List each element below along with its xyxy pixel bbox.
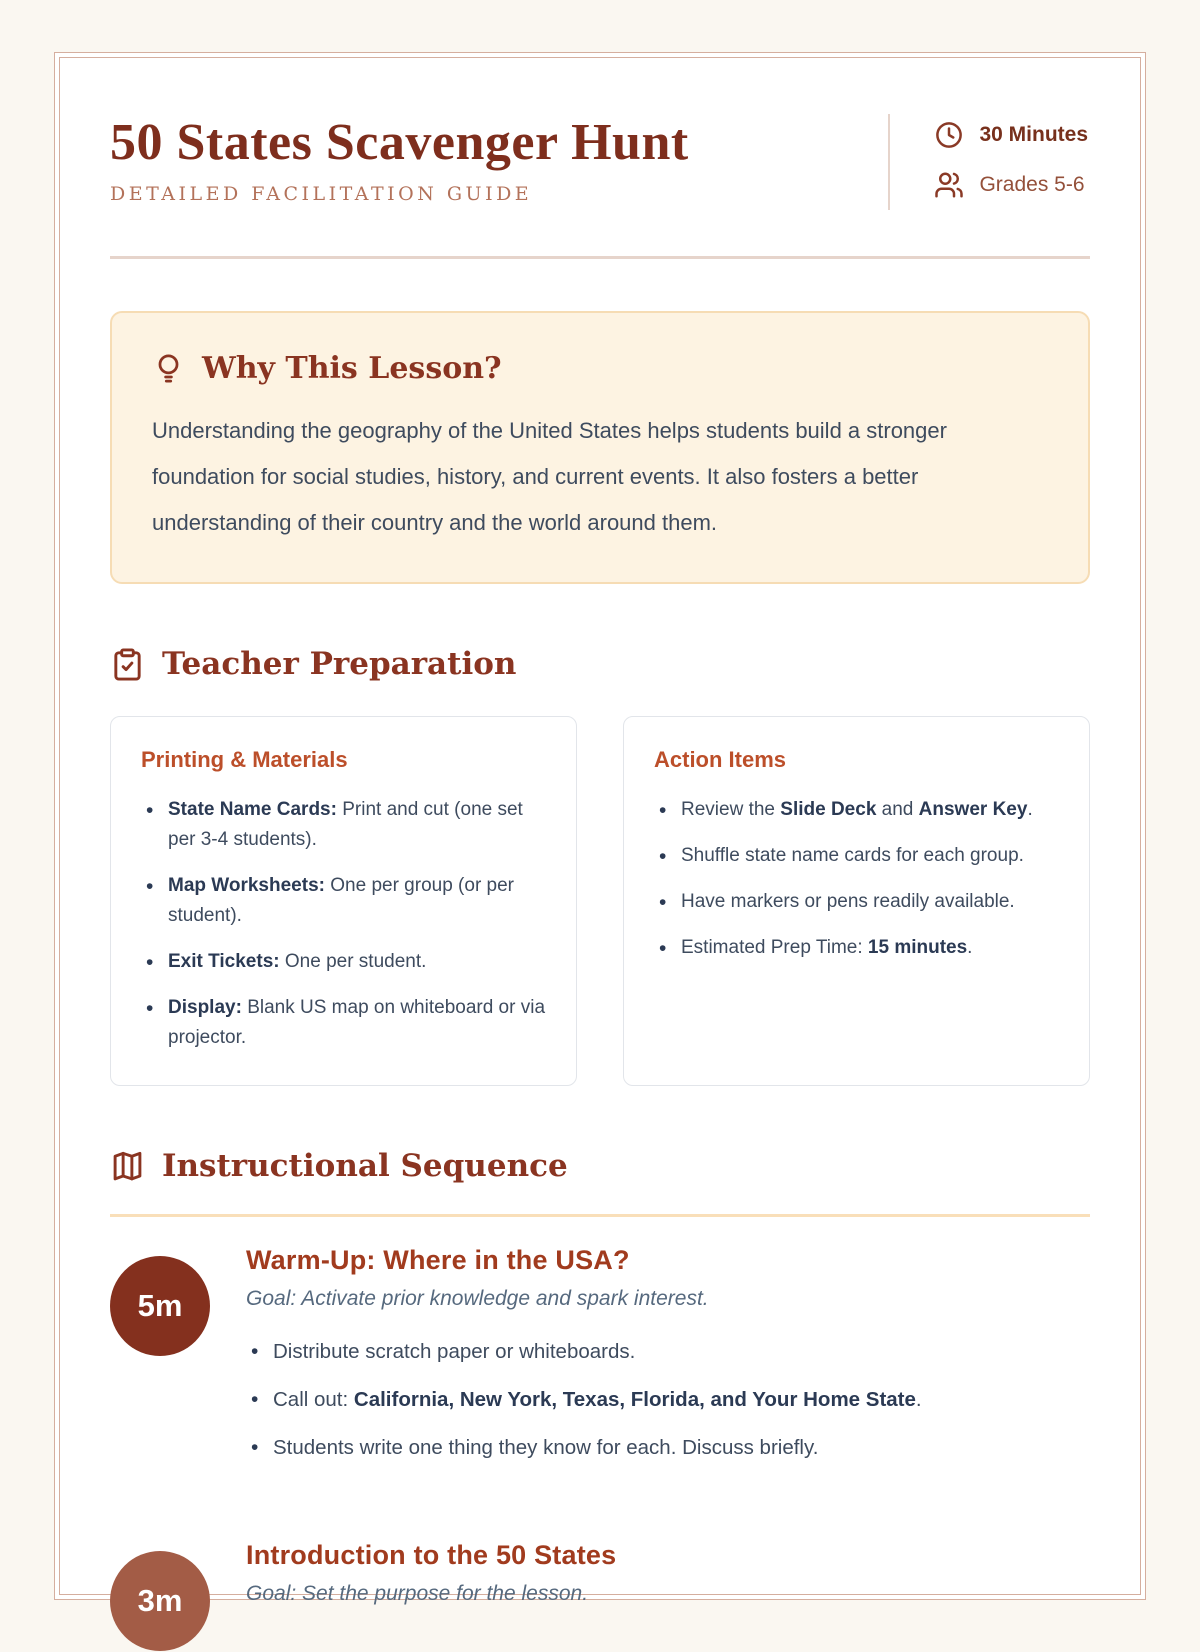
teacher-preparation-heading	[110, 646, 1090, 682]
map-icon	[110, 1149, 145, 1184]
callout-title: Why This Lesson?	[202, 351, 502, 386]
page-title: 50 States Scavenger Hunt	[110, 114, 689, 171]
action-items-list	[654, 795, 1059, 963]
lightbulb-icon	[152, 352, 185, 385]
list-item: • Call out: California, New York, Texas, Florida, and Your Home State.	[246, 1385, 922, 1416]
instructional-sequence-section	[110, 1148, 1090, 1651]
grades-label: Grades 5-6	[979, 173, 1085, 196]
callout-body: Understanding the geography of the United States helps students build a stronger foundation for social studies, history, and current events. It also fosters a better understanding of their country and the world around them.	[152, 418, 947, 535]
duration-row	[934, 120, 1088, 150]
step-body	[246, 1241, 922, 1480]
list-item: • Shuffle state name cards for each group.	[654, 841, 1059, 871]
document-card-inner	[59, 57, 1141, 1619]
list-item: • Students write one thing they know for each. Discuss briefly.	[246, 1433, 922, 1464]
step-title: Introduction to the 50 States	[246, 1540, 617, 1571]
step-title: Warm-Up: Where in the USA?	[246, 1245, 630, 1276]
materials-card-heading: Printing & Materials	[141, 747, 348, 772]
list-item: • Map Worksheets: One per group (or per student).	[141, 871, 546, 931]
action-items-card	[623, 716, 1090, 1086]
duration-badge: 3m	[110, 1551, 210, 1651]
clock-icon	[934, 120, 964, 150]
callout-head	[152, 351, 1048, 386]
title-block	[110, 114, 689, 205]
step-body	[246, 1536, 616, 1632]
users-icon	[934, 170, 964, 200]
section-title-text: Instructional Sequence	[162, 1148, 568, 1185]
doc-header	[110, 114, 1090, 210]
header-divider	[110, 256, 1090, 259]
why-this-lesson-callout	[110, 311, 1090, 584]
list-item: • Estimated Prep Time: 15 minutes.	[654, 933, 1059, 963]
sequence-step-2	[110, 1536, 1090, 1651]
action-items-card-heading: Action Items	[654, 747, 787, 772]
teacher-preparation-section	[110, 646, 1090, 1086]
grades-row	[934, 170, 1088, 200]
meta-panel	[888, 114, 1090, 210]
materials-card	[110, 716, 577, 1086]
duration-label: 30 Minutes	[979, 123, 1088, 146]
sequence-step-1	[110, 1241, 1090, 1480]
page-subtitle: DETAILED FACILITATION GUIDE	[110, 183, 533, 206]
list-item: • Distribute scratch paper or whiteboards.	[246, 1337, 922, 1368]
document-card	[54, 52, 1146, 1619]
page	[0, 52, 1200, 1652]
duration-badge: 5m	[110, 1256, 210, 1356]
instructional-sequence-heading	[110, 1148, 1090, 1184]
list-item: • Display: Blank US map on whiteboard or via projector.	[141, 993, 546, 1053]
section-title-text: Teacher Preparation	[162, 646, 517, 682]
step-goal: Goal: Activate prior knowledge and spark interest.	[246, 1287, 709, 1311]
clipboard-check-icon	[110, 647, 145, 682]
step-bullets	[246, 1337, 922, 1463]
list-item: • State Name Cards: Print and cut (one set per 3-4 students).	[141, 795, 546, 855]
list-item: • Exit Tickets: One per student.	[141, 947, 546, 977]
list-item: • Review the Slide Deck and Answer Key.	[654, 795, 1059, 825]
list-item: • Have markers or pens readily available.	[654, 887, 1059, 917]
materials-list	[141, 795, 546, 1053]
step-goal: Goal: Set the purpose for the lesson.	[246, 1582, 589, 1606]
sequence-divider	[110, 1214, 1090, 1217]
preparation-cards	[110, 716, 1090, 1086]
